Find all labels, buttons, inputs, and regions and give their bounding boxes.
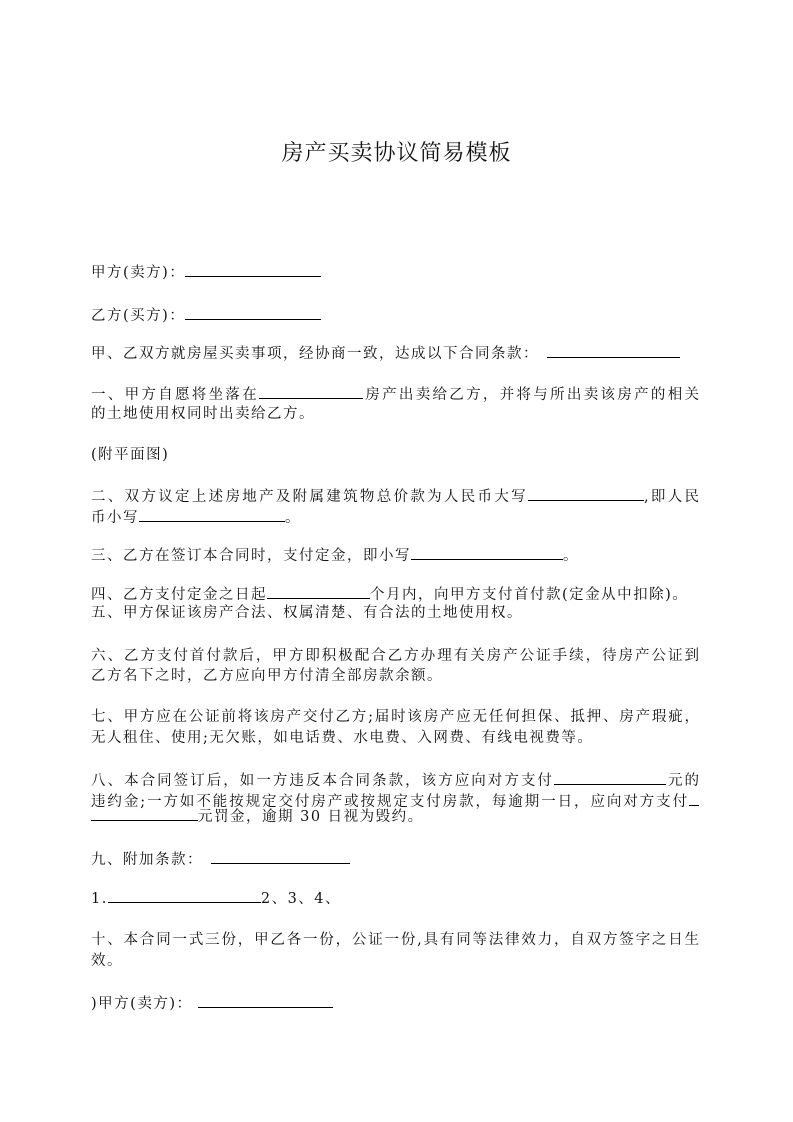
text: 房产出卖给乙方，并将与所出卖该房产的相关 xyxy=(363,387,699,403)
text: 四、乙方支付定金之日起 xyxy=(91,587,267,603)
clause-7-line-2: 无人租住、使用;无欠账，如电话费、水电费、入网费、有线电视费等。 xyxy=(91,730,594,746)
signature-line xyxy=(91,992,333,1014)
price-numeric-blank xyxy=(139,506,285,522)
daily-fine-blank xyxy=(689,790,699,806)
text: 三、乙方在签订本合同时，支付定金，即小写 xyxy=(91,548,411,564)
text: 违约金;一方如不能按规定交付房产或按规定支付房款，每逾期一日，应向对方支付 xyxy=(91,794,689,810)
text: 元的 xyxy=(665,773,700,789)
intro-line xyxy=(91,342,680,364)
text: 2、3、4、 xyxy=(260,891,342,907)
intro-blank xyxy=(547,342,680,358)
text: 个月内，向甲方支付首付款(定金从中扣除)。 xyxy=(370,587,689,603)
clause-5-line: 五、甲方保证该房产合法、权属清楚、有合法的土地使用权。 xyxy=(91,605,523,621)
signature-blank xyxy=(198,992,333,1008)
intro-text: 甲、乙双方就房屋买卖事项，经协商一致，达成以下合同条款： xyxy=(91,346,539,362)
clause-9-line xyxy=(91,848,350,870)
party-a-blank xyxy=(185,261,321,277)
clause-10-line-1: 十、本合同一式三份，甲乙各一份，公证一份,具有同等法律效力，自双方签字之日生 xyxy=(91,932,699,948)
penalty-blank xyxy=(554,769,666,785)
clause-2-line-2 xyxy=(91,506,301,528)
attachment-note: (附平面图) xyxy=(91,447,170,463)
party-b-blank xyxy=(185,304,321,320)
daily-fine-blank-cont xyxy=(91,805,198,821)
deposit-blank xyxy=(411,544,563,560)
clause-4-line xyxy=(91,583,688,605)
clause-10-line-2: 效。 xyxy=(91,953,123,969)
document-title: 房产买卖协议简易模板 xyxy=(281,141,512,166)
text: ,即人民 xyxy=(643,489,699,505)
extra-items-line xyxy=(91,887,341,909)
party-a-line xyxy=(91,261,321,283)
text: 二、双方议定上述房地产及附属建筑物总价款为人民币大写 xyxy=(91,489,528,505)
clause-2-line-1 xyxy=(91,485,699,507)
months-blank xyxy=(267,583,370,599)
location-blank xyxy=(259,383,363,399)
label: 甲方(卖方)： xyxy=(91,265,186,281)
clause-7-line-1: 七、甲方应在公证前将该房产交付乙方;届时该房产应无任何担保、抵押、房产瑕疵， xyxy=(91,709,699,725)
text: 。 xyxy=(563,548,579,564)
text: )甲方(卖方)： xyxy=(91,996,193,1012)
text: 1. xyxy=(91,891,108,907)
clause-8-line-3 xyxy=(91,805,424,827)
clause-1-line-1 xyxy=(91,383,699,405)
text: 八、本合同签订后，如一方违反本合同条款，该方应向对方支付 xyxy=(91,773,554,789)
text: 元罚金，逾期 30 日视为毁约。 xyxy=(198,809,424,825)
clause-6-line-2: 乙方名下之时，乙方应向甲方付清全部房款余额。 xyxy=(91,668,443,684)
text: 一、甲方自愿将坐落在 xyxy=(91,387,259,403)
party-b-line xyxy=(91,304,321,326)
clause-3-line xyxy=(91,544,579,566)
item-1-blank xyxy=(108,887,261,903)
clause-1-line-2: 的土地使用权同时出卖给乙方。 xyxy=(91,406,315,422)
extra-terms-blank xyxy=(211,848,350,864)
text: 币小写 xyxy=(91,510,139,526)
clause-8-line-1 xyxy=(91,769,699,791)
label: 乙方(买方)： xyxy=(91,308,186,324)
text: 。 xyxy=(285,510,301,526)
clause-6-line-1: 六、乙方支付首付款后，甲方即积极配合乙方办理有关房产公证手续，待房产公证到 xyxy=(91,648,699,664)
text: 九、附加条款： xyxy=(91,852,203,868)
price-uppercase-blank xyxy=(528,485,644,501)
